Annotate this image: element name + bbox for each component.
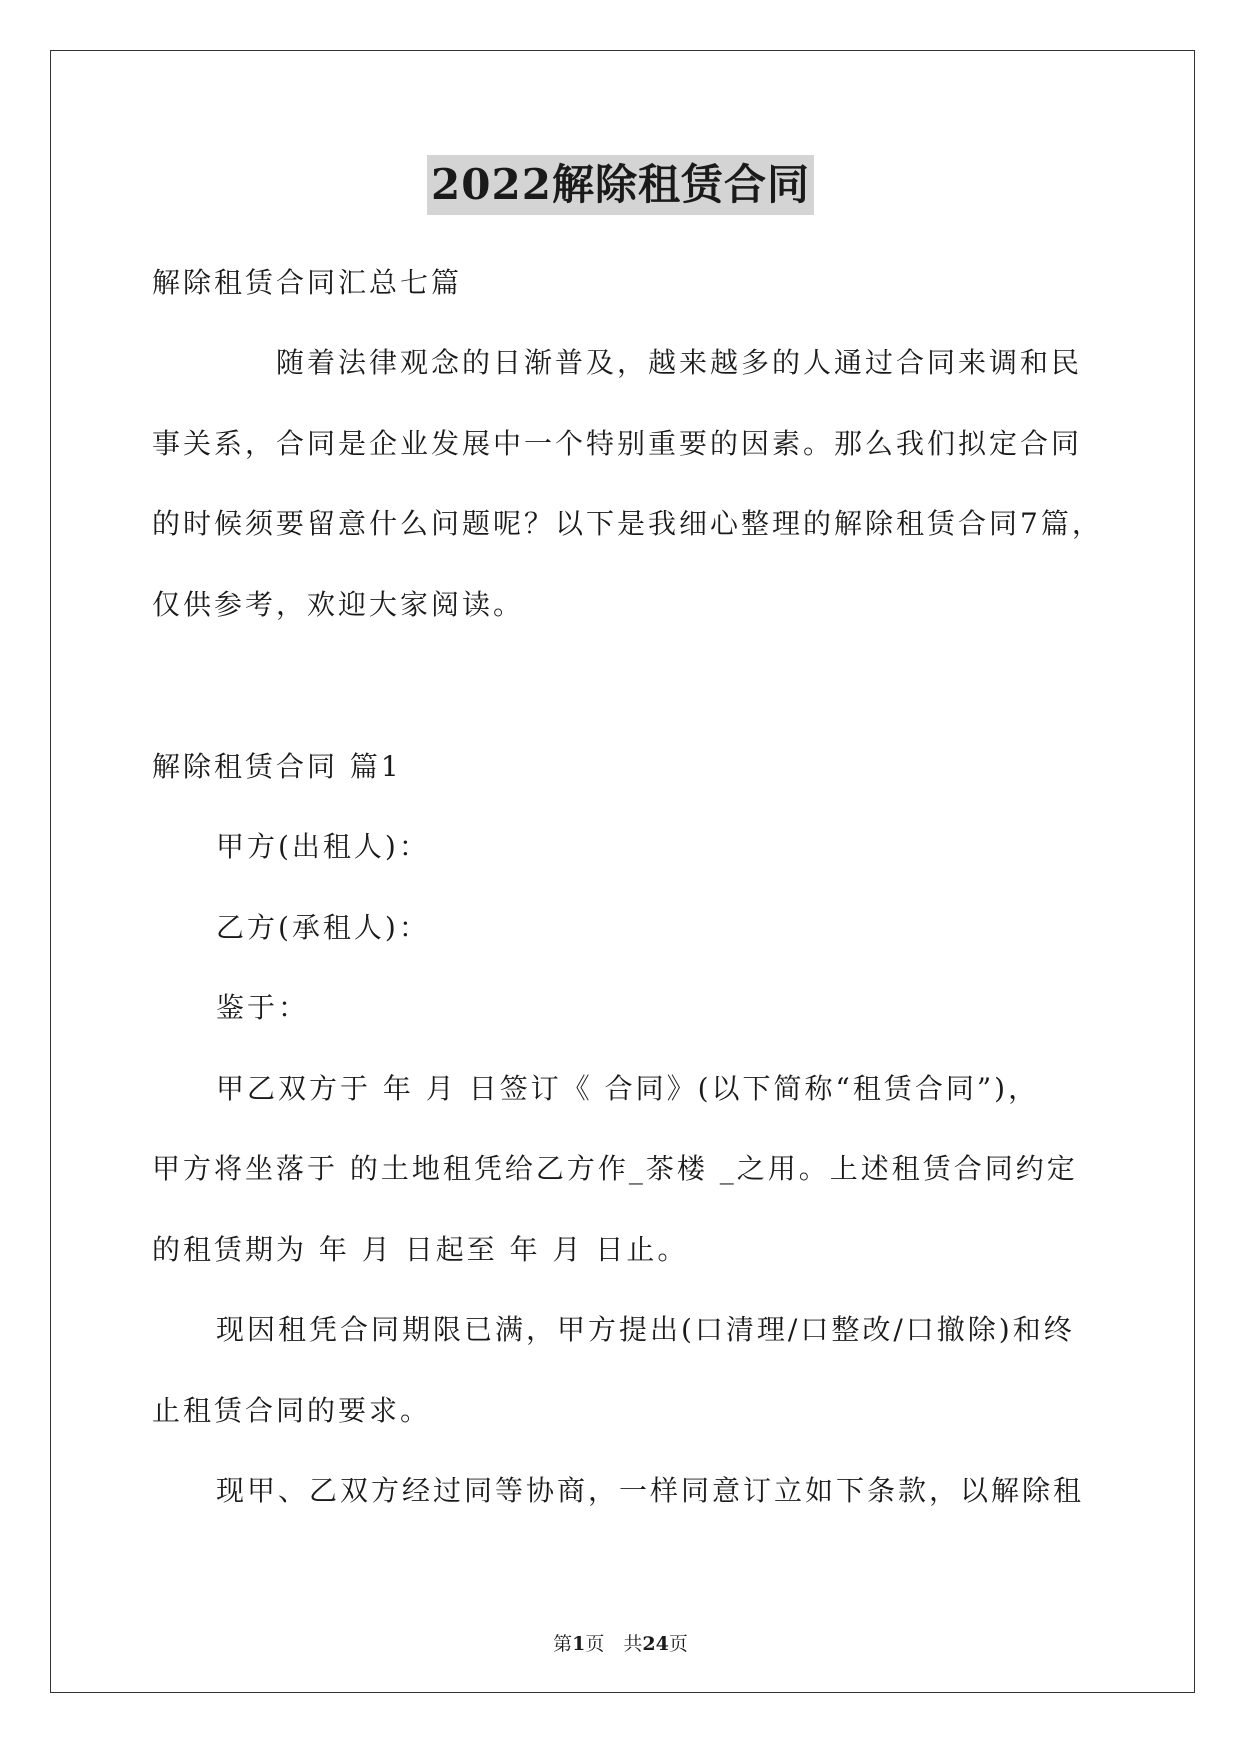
section-heading: 解除租赁合同 篇1 (152, 750, 402, 783)
document-title: 2022解除租赁合同 (427, 155, 814, 215)
page-footer (0, 1632, 1241, 1656)
footer-page-prefix: 第 (553, 1633, 573, 1655)
clause1-line-2: 甲方将坐落于 的土地租凭给乙方作_茶楼 _之用。上述租赁合同约定 (152, 1152, 1078, 1185)
intro-line-1: 随着法律观念的日渐普及，越来越多的人通过合同来调和民 (276, 346, 1083, 379)
clause1-line-1: 甲乙双方于 年 月 日签订《 合同》(以下简称“租赁合同”)， (216, 1072, 1040, 1105)
intro-line-3: 的时候须要留意什么问题呢？以下是我细心整理的解除租赁合同7篇， (152, 507, 1103, 540)
whereas-line: 鉴于： (216, 991, 310, 1024)
document-subtitle: 解除租赁合同汇总七篇 (152, 266, 463, 299)
party-b-line: 乙方(承租人)： (216, 911, 430, 944)
clause2-line-2: 止租赁合同的要求。 (152, 1394, 432, 1427)
footer-page-number: 1 (572, 1633, 586, 1655)
clause2-line-1: 现因租凭合同期限已满，甲方提出(口清理/口整改/口撤除)和终 (216, 1313, 1075, 1346)
clause3-line-1: 现甲、乙双方经过同等协商，一样同意订立如下条款，以解除租 (216, 1474, 1085, 1507)
footer-page-mid: 页 共 (585, 1633, 643, 1655)
party-a-line: 甲方(出租人)： (216, 830, 430, 863)
intro-line-4: 仅供参考，欢迎大家阅读。 (152, 588, 525, 621)
title-container (0, 155, 1241, 215)
intro-line-2: 事关系，合同是企业发展中一个特别重要的因素。那么我们拟定合同 (152, 427, 1083, 460)
clause1-line-3: 的租赁期为 年 月 日起至 年 月 日止。 (152, 1233, 689, 1266)
footer-page-total: 24 (642, 1633, 669, 1655)
footer-page-suffix: 页 (668, 1633, 688, 1655)
